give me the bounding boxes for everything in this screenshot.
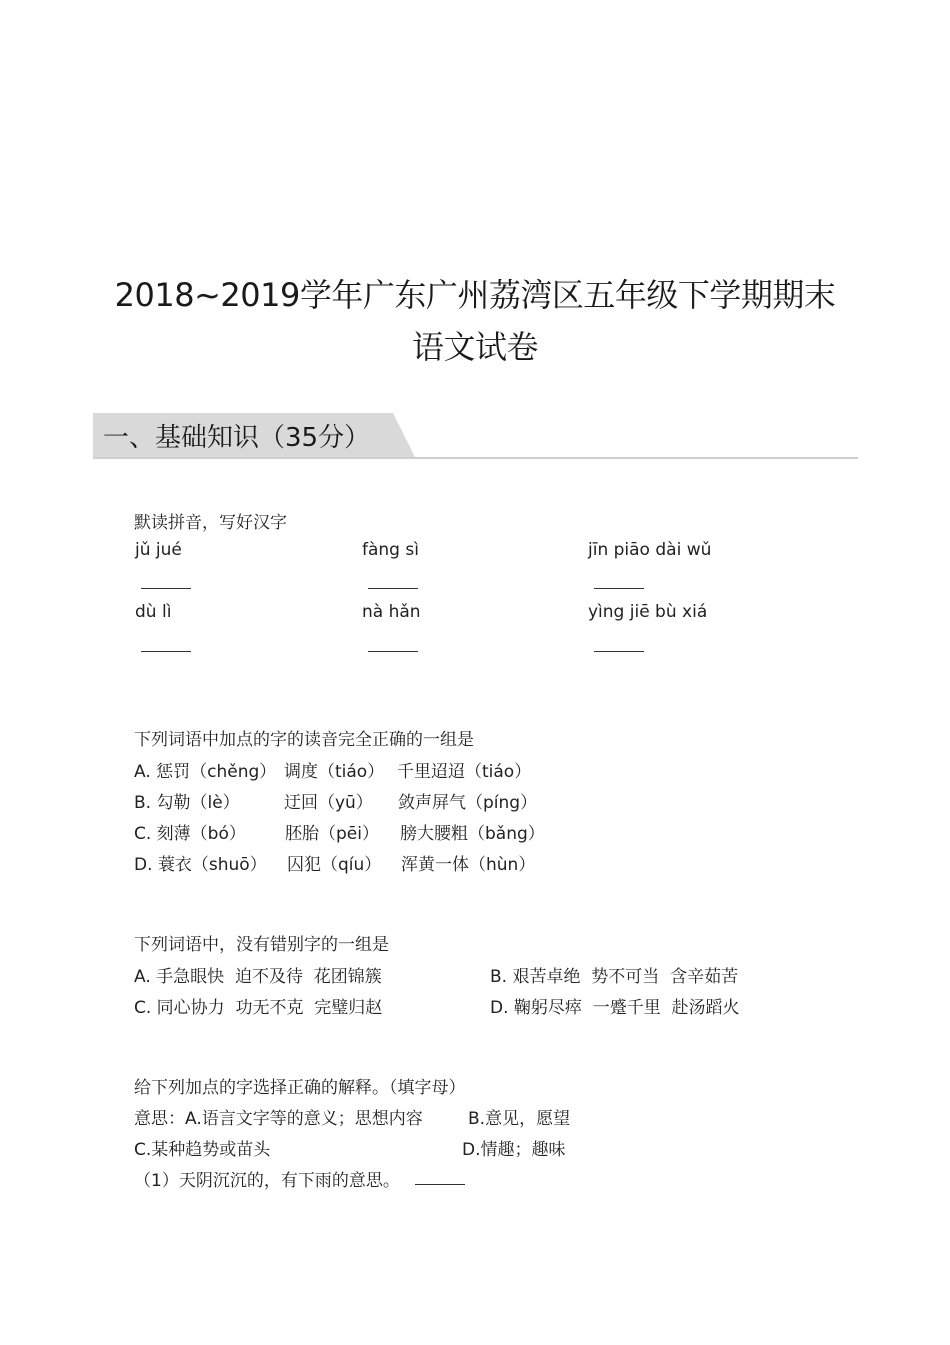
answer-blank[interactable] (368, 651, 418, 652)
answer-blank[interactable] (415, 1184, 465, 1185)
q3-option-c: C. 同心协力 功无不克 完璧归赵 (134, 998, 383, 1018)
q2-option-c-word3: 膀大腰粗（bǎng） (400, 824, 545, 844)
pinyin-item: yìng jiē bù xiá (588, 602, 708, 622)
q3-prompt: 下列词语中，没有错别字的一组是 (134, 935, 389, 955)
q2-option-c-word2: 胚胎（pēi） (285, 824, 379, 844)
answer-blank[interactable] (594, 588, 644, 589)
document-title-line2: 语文试卷 (411, 328, 538, 366)
section-header (93, 413, 858, 459)
q2-option-a-word3: 千里迢迢（tiáo） (397, 762, 532, 782)
q2-option-d-word2: 囚犯（qíu） (287, 855, 382, 875)
q4-definition-b: B.意见，愿望 (468, 1109, 571, 1129)
answer-blank[interactable] (141, 651, 191, 652)
q2-option-b-word1: B. 勾勒（lè） (134, 793, 240, 813)
pinyin-item: jīn piāo dài wǔ (588, 540, 712, 560)
q2-option-d-word1: D. 蓑衣（shuō） (134, 855, 267, 875)
section-header-label: 一、基础知识（35分） (103, 423, 371, 453)
pinyin-item: dù lì (135, 602, 172, 622)
q2-option-a-word2: 调度（tiáo） (284, 762, 385, 782)
q4-definition-a: 意思：A.语言文字等的意义；思想内容 (134, 1109, 423, 1129)
q4-prompt: 给下列加点的字选择正确的解释。（填字母） (134, 1078, 466, 1098)
answer-blank[interactable] (594, 651, 644, 652)
pinyin-item: fàng sì (362, 540, 419, 560)
q2-option-c-word1: C. 刻薄（bó） (134, 824, 246, 844)
q4-sub-question-1: （1）天阴沉沉的，有下雨的意思。 (134, 1171, 400, 1191)
q4-definition-c: C.某种趋势或苗头 (134, 1140, 271, 1160)
answer-blank[interactable] (368, 588, 418, 589)
q3-option-b: B. 艰苦卓绝 势不可当 含辛茹苦 (490, 967, 739, 987)
q2-prompt: 下列词语中加点的字的读音完全正确的一组是 (134, 730, 474, 750)
q2-option-a-word1: A. 惩罚（chěng） (134, 762, 277, 782)
pinyin-item: jǔ jué (135, 540, 182, 560)
pinyin-item: nà hǎn (362, 602, 421, 622)
q1-prompt: 默读拼音，写好汉字 (134, 513, 287, 533)
q2-option-d-word3: 浑黄一体（hùn） (401, 855, 536, 875)
q2-option-b-word3: 敛声屏气（píng） (398, 793, 538, 813)
section-header-rule (93, 457, 858, 459)
answer-blank[interactable] (141, 588, 191, 589)
document-title-line1: 2018~2019学年广东广州荔湾区五年级下学期期末 (114, 276, 836, 314)
q4-definition-d: D.情趣；趣味 (462, 1140, 566, 1160)
q3-option-a: A. 手急眼快 迫不及待 花团锦簇 (134, 967, 382, 987)
q3-option-d: D. 鞠躬尽瘁 一蹙千里 赴汤蹈火 (490, 998, 740, 1018)
q2-option-b-word2: 迂回（yū） (284, 793, 373, 813)
